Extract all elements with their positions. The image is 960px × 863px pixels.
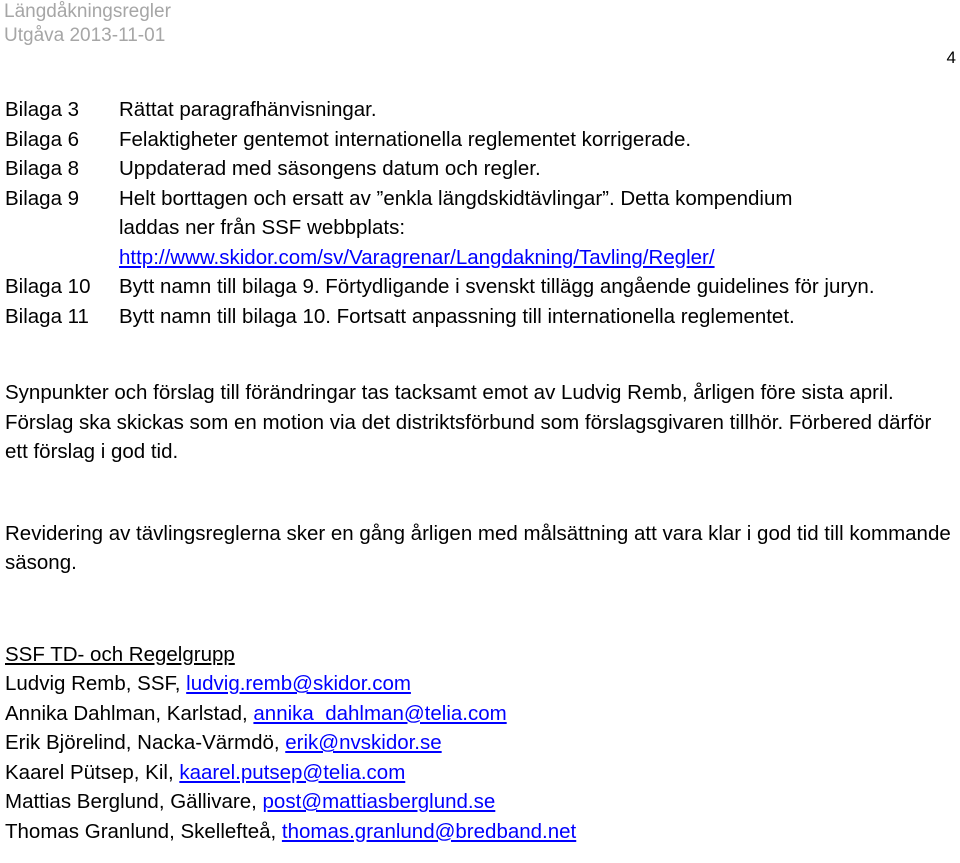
bilaga-row (5, 95, 955, 125)
contact-name: Ludvig Remb, SSF, (5, 672, 187, 695)
revision-paragraph: Revidering av tävlingsreglerna sker en gång årligen med målsättning att vara klar i god tid till kommande säsong. (5, 521, 951, 574)
bilaga-row (5, 184, 955, 273)
contact-line (5, 817, 955, 847)
contact-line (5, 758, 955, 788)
bilaga-text (119, 184, 955, 273)
bilaga-row (5, 125, 955, 155)
bilaga-label: Bilaga 9 (5, 186, 80, 210)
bilaga-label: Bilaga 6 (5, 127, 80, 151)
contact-line (5, 669, 955, 699)
bilaga-text: Uppdaterad med säsongens datum och regler. (119, 157, 541, 180)
contact-line (5, 728, 955, 758)
contact-email-link[interactable]: post@mattiasberglund.se (262, 790, 496, 813)
page-header (4, 0, 171, 48)
bilaga-text: Rättat paragrafhänvisningar. (119, 98, 377, 121)
contact-name: Kaarel Pütsep, Kil, (5, 760, 180, 784)
contact-name: Annika Dahlman, Karlstad, (5, 701, 254, 725)
contact-name: Thomas Granlund, Skellefteå, (5, 819, 282, 843)
contact-email-link[interactable]: annika_dahlman@telia.com (253, 701, 507, 725)
bilaga-row (5, 302, 955, 332)
bilaga-label: Bilaga 3 (5, 98, 80, 121)
ssf-rules-link[interactable]: http://www.skidor.com/sv/Varagrenar/Langdakning/Tavling/Regler/ (119, 245, 715, 269)
feedback-paragraph: Synpunkter och förslag till förändringar tas tacksamt emot av Ludvig Remb, årligen före sista april. Förslag ska skickas som en motion via det distriktsförbund som förslagsgivaren tillhör. Förbered därför ett förslag i god tid. (5, 381, 932, 463)
document-title: Längdåkningsregler (4, 1, 171, 22)
bilaga-text: Bytt namn till bilaga 9. Förtydligande i svenskt tillägg angående guidelines för juryn. (119, 275, 875, 298)
bilaga-text: Bytt namn till bilaga 10. Fortsatt anpassning till internationella reglementet. (119, 304, 795, 328)
document-edition: Utgåva 2013-11-01 (4, 25, 166, 46)
contact-name: Erik Björelind, Nacka-Värmdö, (5, 731, 286, 754)
contact-email-link[interactable]: ludvig.remb@skidor.com (186, 672, 411, 695)
contact-email-link[interactable]: erik@nvskidor.se (285, 731, 442, 754)
bilaga-row (5, 272, 955, 302)
contact-email-link[interactable]: kaarel.putsep@telia.com (179, 760, 406, 784)
contact-line (5, 787, 955, 817)
page-number: 4 (946, 48, 956, 67)
bilaga-label: Bilaga 10 (5, 275, 91, 298)
bilaga-text-line: Helt borttagen och ersatt av ”enkla längdskidtävlingar”. Detta kompendium (119, 186, 793, 210)
contact-line (5, 699, 955, 729)
document-body (5, 95, 955, 846)
bilaga-text: Felaktigheter gentemot internationella reglementet korrigerade. (119, 127, 692, 151)
contact-email-link[interactable]: thomas.granlund@bredband.net (281, 819, 577, 843)
bilaga-row (5, 154, 955, 184)
contact-name: Mattias Berglund, Gällivare, (5, 790, 263, 813)
bilaga-label: Bilaga 11 (5, 304, 89, 328)
bilaga-label: Bilaga 8 (5, 157, 80, 180)
group-heading: SSF TD- och Regelgrupp (5, 642, 235, 666)
bilaga-text-line: laddas ner från SSF webbplats: (119, 216, 406, 239)
